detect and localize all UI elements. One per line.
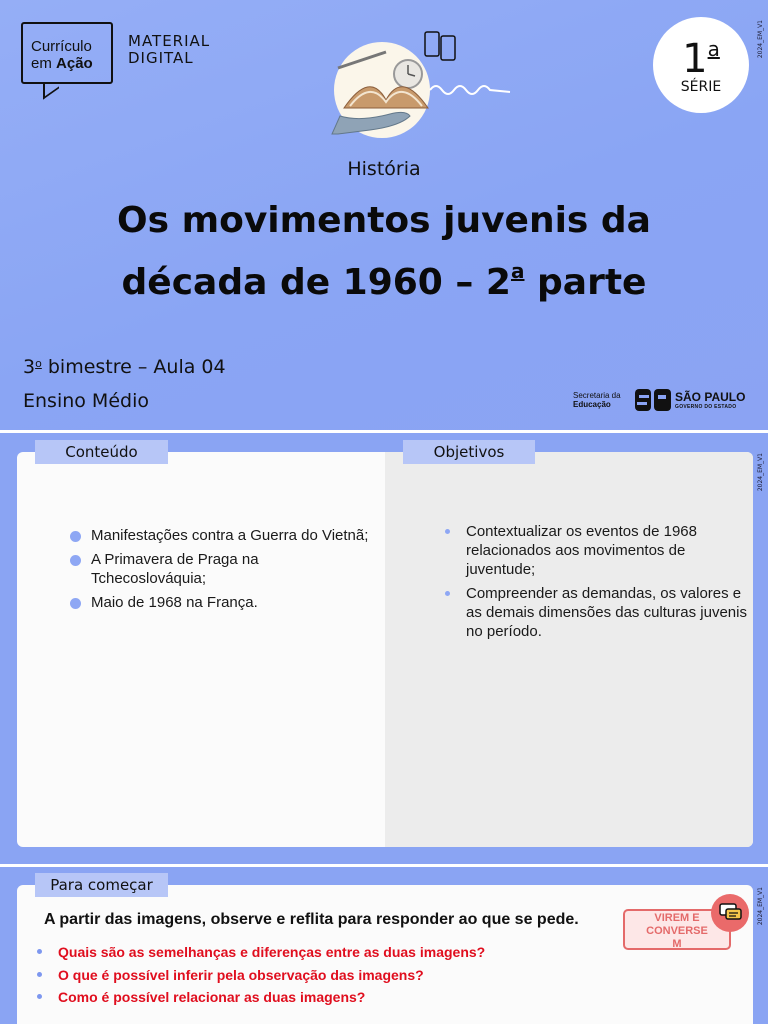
title-line2: década de 1960 – 2$^a$ parte: [121, 259, 647, 303]
version-code: 2024_EM_V1: [757, 887, 764, 926]
content-slide: [0, 433, 768, 864]
logo-line1: Currículo: [31, 38, 92, 55]
objetivos-list: [466, 522, 753, 646]
curriculo-em-acao-logo: [21, 22, 113, 84]
material-digital-line2: DIGITAL: [128, 49, 194, 67]
tab-para-comecar: Para começar: [35, 873, 168, 897]
tab-conteudo: Conteúdo: [35, 440, 168, 464]
secretaria-logo: [573, 389, 749, 413]
book-hand-icon: [330, 30, 520, 140]
conteudo-list: [91, 526, 371, 617]
book-hand-illustration: [330, 30, 520, 140]
objectives-panel: [385, 452, 753, 847]
warmup-slide: [0, 867, 768, 1024]
list-item: O que é possível inferir pela observação das imagens?: [58, 966, 485, 984]
sp-gov: GOVERNO DO ESTADO: [675, 404, 737, 410]
grade-number: 1$^a$: [682, 36, 720, 82]
content-card: [17, 452, 753, 847]
tab-objetivos: Objetivos: [403, 440, 535, 464]
subject-label: História: [347, 158, 421, 180]
cover-slide: [0, 0, 768, 430]
slide-title: [40, 196, 728, 308]
list-item: Contextualizar os eventos de 1968 relacionados aos movimentos de juventude;: [466, 522, 753, 579]
grade-label: SÉRIE: [680, 79, 722, 95]
material-digital-logo: [128, 33, 210, 67]
material-digital-line1: MATERIAL: [128, 32, 211, 50]
list-item: Manifestações contra a Guerra do Vietnã;: [91, 526, 371, 545]
list-item: Quais são as semelhanças e diferenças entre as duas imagens?: [58, 944, 486, 960]
list-item: Maio de 1968 na França.: [91, 593, 371, 612]
warmup-card: [17, 885, 753, 1024]
list-item: A Primavera de Praga na Tchecoslováquia;: [91, 550, 371, 588]
logo-line2: em Ação: [31, 55, 93, 72]
secretaria-text: Secretaria da Educação: [573, 391, 621, 409]
bimestre-label: 3$^o$ bimestre – Aula 04: [23, 356, 226, 378]
sp-name: SÃO PAULO: [675, 390, 746, 404]
sp-logo-icon: [635, 389, 671, 411]
level-label: Ensino Médio: [23, 390, 149, 412]
virem-e-conversem-badge: VIREM E CONVERSE M: [623, 909, 731, 950]
prompt-text: A partir das imagens, observe e reflita para responder ao que se pede.: [44, 911, 579, 928]
title-line1: Os movimentos juvenis da: [117, 200, 651, 241]
list-item: Como é possível relacionar as duas imagens?: [58, 988, 485, 1006]
grade-badge: [653, 17, 749, 113]
version-code: 2024_EM_V1: [757, 453, 764, 492]
list-item: Compreender as demandas, os valores e as demais dimensões das culturas juvenis no período.: [466, 584, 753, 641]
version-code: 2024_EM_V1: [757, 20, 764, 59]
question-list: [58, 943, 485, 1011]
chat-bubbles-icon: [711, 894, 749, 932]
